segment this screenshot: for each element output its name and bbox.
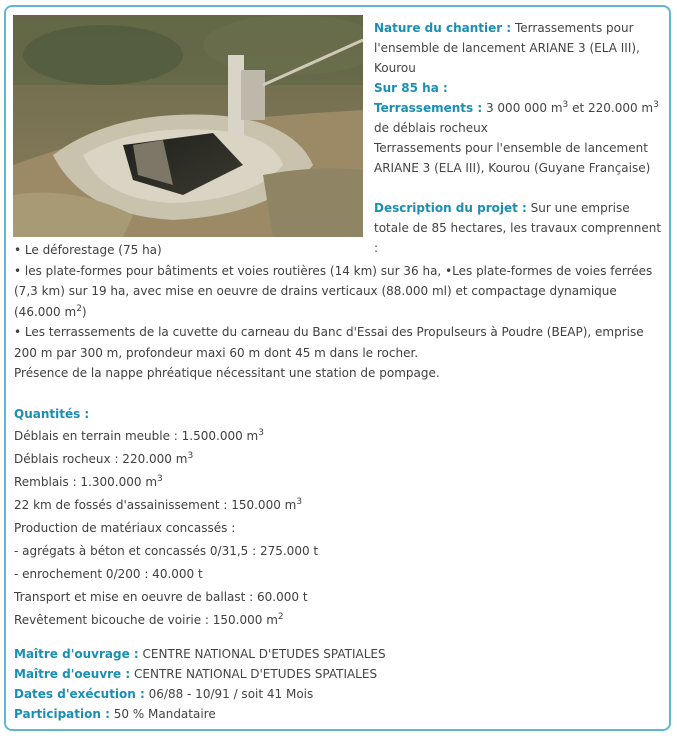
quantite-unit-exponent: 3 [157, 473, 163, 484]
terrassements-v1: 3 000 000 m [485, 101, 563, 115]
quantite-unit-exponent: 3 [187, 450, 194, 461]
footer-block [14, 644, 664, 724]
quantite-text: - agrégats à béton et concassés 0/31,5 : 275.000 t [14, 543, 319, 558]
site-photo [13, 15, 363, 237]
quantite-text: Revêtement bicouche de voirie : 150.000 m [14, 612, 278, 627]
nature-label: Nature du chantier : [374, 21, 512, 35]
terrassements-v3: de déblais rocheux [374, 121, 488, 135]
description-item-2-end: ) [81, 304, 87, 319]
description-list [14, 240, 664, 384]
maitre-ouvrage-row [14, 644, 664, 664]
terrassements-desc: Terrassements pour l'ensemble de lancement ARIANE 3 (ELA III), Kourou (Guyane Française) [374, 141, 651, 175]
quantite-line [14, 563, 664, 586]
quantites-label: Quantités : [14, 407, 90, 421]
dates-value: 06/88 - 10/91 / soit 41 Mois [148, 687, 314, 701]
description-item-1: • Le déforestage (75 ha) [14, 243, 162, 257]
terrassements-row [374, 98, 666, 138]
description-item-3: • Les terrassements de la cuvette du carneau du Banc d'Essai des Propulseurs à Poudre (BEAP), emprise 200 m par 300 m, profondeur maxi 60 m dont 45 m dans le rocher. [14, 325, 644, 360]
quantite-text: Transport et mise en oeuvre de ballast : 60.000 t [14, 589, 308, 604]
quantite-unit-exponent: 3 [258, 427, 264, 438]
maitre-oeuvre-label: Maître d'oeuvre : [14, 667, 131, 681]
terrassements-sup1: 3 [562, 100, 569, 110]
quantite-line [14, 586, 664, 609]
quantite-text: - enrochement 0/200 : 40.000 t [14, 566, 203, 581]
dates-label: Dates d'exécution : [14, 687, 145, 701]
nature-value: Terrassements pour l'ensemble de lancement ARIANE 3 (ELA III), Kourou [374, 21, 640, 75]
nature-row [374, 18, 666, 78]
header-block [374, 18, 666, 258]
quantite-text: Remblais : 1.300.000 m [14, 474, 158, 489]
quantite-unit-exponent: 3 [296, 496, 303, 507]
description-item-2-text: • les plate-formes pour bâtiments et voies routières (14 km) sur 36 ha, •Les plate-formes de voies ferrées (7,3 km) sur 19 ha, avec mise en oeuvre de drains verticaux (88.000 ml) et compactage dynamique (46.000 m [14, 263, 653, 319]
participation-label: Participation : [14, 707, 110, 721]
maitre-ouvrage-value: CENTRE NATIONAL D'ETUDES SPATIALES [142, 647, 386, 661]
spacer [374, 178, 666, 198]
participation-value: 50 % Mandataire [113, 707, 216, 721]
surface-label: Sur 85 ha : [374, 81, 448, 95]
quantite-line [14, 448, 664, 471]
maitre-oeuvre-value: CENTRE NATIONAL D'ETUDES SPATIALES [134, 667, 378, 681]
quantites-block [14, 404, 664, 632]
quantite-line [14, 609, 664, 632]
surface-row [374, 78, 666, 98]
quantite-text: 22 km de fossés d'assainissement : 150.000 m [14, 497, 297, 512]
quantite-line [14, 517, 664, 540]
description-value: Sur une emprise totale de 85 hectares, les travaux comprennent : [374, 201, 662, 255]
quantite-line [14, 540, 664, 563]
quantite-line [14, 425, 664, 448]
quantites-list [14, 425, 664, 632]
description-label: Description du projet : [374, 201, 527, 215]
description-item-2 [14, 261, 664, 323]
terrassements-label: Terrassements : [374, 101, 483, 115]
description-item-2-sup: 2 [76, 303, 82, 314]
dates-row [14, 684, 664, 704]
maitre-oeuvre-row [14, 664, 664, 684]
terrassements-sup2: 3 [653, 100, 659, 110]
quantite-line [14, 471, 664, 494]
aerial-site-image [13, 15, 363, 237]
participation-row [14, 704, 664, 724]
maitre-ouvrage-label: Maître d'ouvrage : [14, 647, 139, 661]
terrassements-v2: et 220.000 m [568, 101, 654, 115]
description-item-4: Présence de la nappe phréatique nécessitant une station de pompage. [14, 366, 440, 380]
quantite-unit-exponent: 2 [277, 611, 284, 622]
quantite-text: Déblais en terrain meuble : 1.500.000 m [14, 428, 259, 443]
quantite-text: Déblais rocheux : 220.000 m [14, 451, 188, 466]
quantite-text: Production de matériaux concassés : [14, 520, 236, 535]
quantite-line [14, 494, 664, 517]
